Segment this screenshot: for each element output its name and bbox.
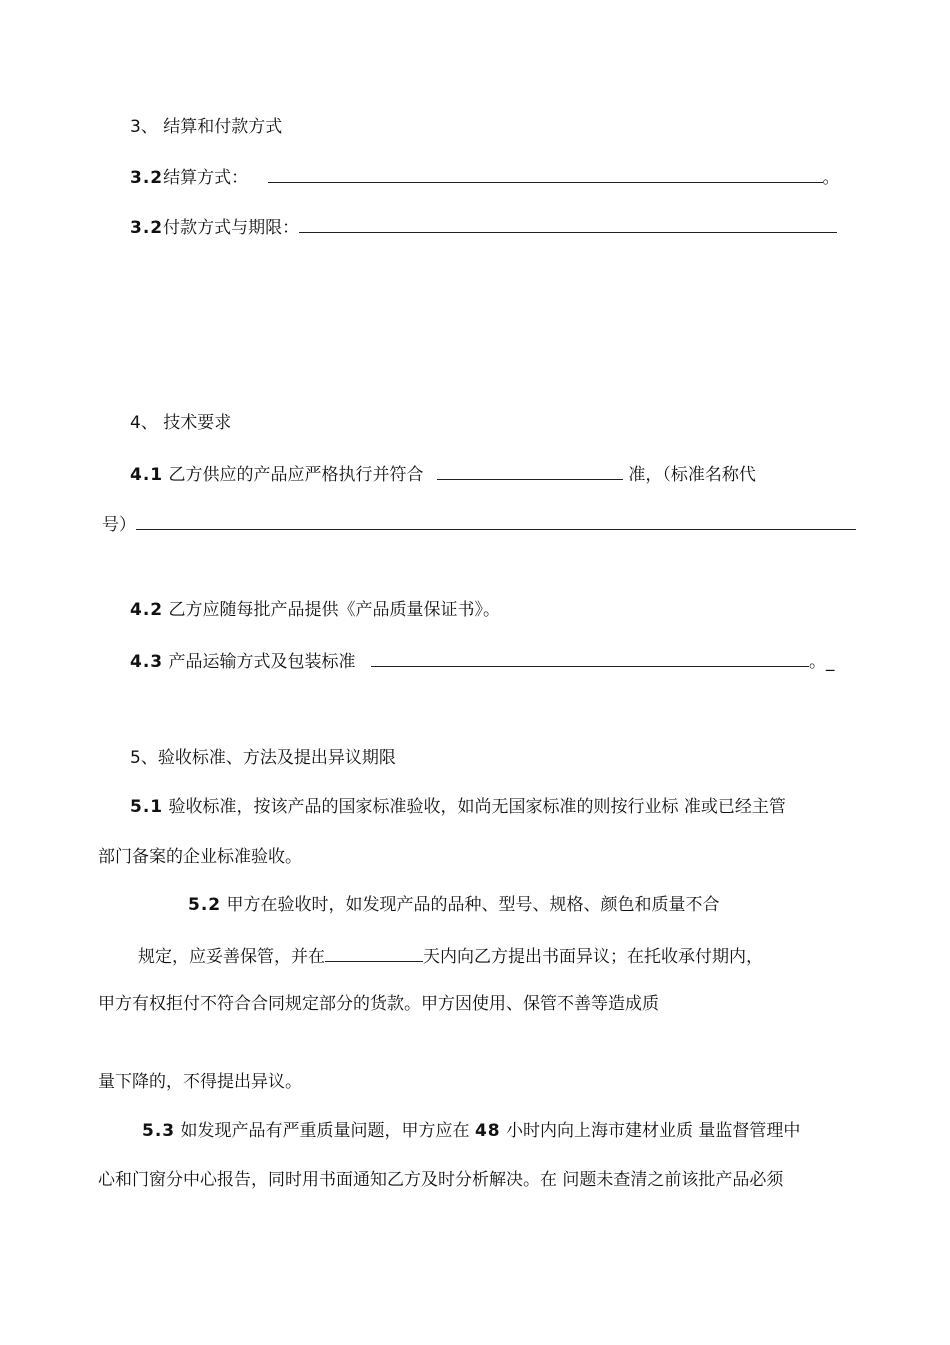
- item-5-2-line2: [138, 944, 763, 966]
- item-4-3-line: [130, 649, 834, 671]
- item-4-3-text: 产品运输方式及包装标准: [168, 652, 356, 672]
- item-4-1-line1: [130, 462, 756, 484]
- section-5-heading: 5、验收标准、方法及提出异议期限: [130, 748, 396, 768]
- standard-code-blank[interactable]: [136, 512, 856, 530]
- item-5-2-number: 5.2: [188, 895, 222, 915]
- item-4-3-end: 。_: [808, 652, 835, 672]
- item-5-1-line2: 部门备案的企业标准验收。: [98, 847, 302, 867]
- settlement-number: 3.2: [130, 168, 164, 188]
- item-5-3-line2: 心和门窗分中心报告，同时用书面通知乙方及时分析解决。在 问题未查清之前该批产品必须: [98, 1170, 784, 1190]
- item-5-1-number: 5.1: [130, 797, 164, 817]
- item-5-2-before: 规定，应妥善保管，并在: [138, 947, 325, 967]
- item-4-1-number: 4.1: [130, 465, 164, 485]
- item-5-2-line1: [188, 894, 720, 916]
- item-4-2-number: 4.2: [130, 600, 164, 620]
- payment-line: [130, 215, 837, 237]
- item-4-1-line2-label: 号）: [102, 515, 136, 535]
- settlement-blank[interactable]: [268, 165, 823, 183]
- section-4-heading: 4、 技术要求: [130, 413, 232, 433]
- standard-blank[interactable]: [437, 462, 623, 480]
- days-blank[interactable]: [325, 944, 423, 962]
- item-5-2-text: 甲方在验收时，如发现产品的品种、型号、规格、颜色和质量不合: [226, 895, 720, 915]
- settlement-end: 。: [822, 168, 840, 188]
- item-4-2-line: [130, 599, 500, 621]
- item-4-1-line2: [102, 512, 856, 534]
- item-4-2-text: 乙方应随每批产品提供《产品质量保证书》。: [168, 600, 501, 620]
- item-5-2-line4: 量下降的，不得提出异议。: [98, 1072, 302, 1092]
- item-5-1-text: 验收标准，按该产品的国家标准验收，如尚无国家标准的则按行业标 准或已经主管: [168, 797, 786, 817]
- settlement-label: 结算方式：: [163, 168, 249, 188]
- payment-label: 付款方式与期限：: [163, 218, 300, 238]
- item-5-3-line1: [142, 1120, 800, 1142]
- item-5-3-hours: 48: [474, 1121, 501, 1141]
- item-5-1-line1: [130, 796, 786, 818]
- payment-blank[interactable]: [299, 215, 837, 233]
- item-5-2-after: 天内向乙方提出书面异议；在托收承付期内，: [423, 947, 763, 967]
- transport-blank[interactable]: [371, 649, 809, 667]
- item-4-3-number: 4.3: [130, 652, 164, 672]
- settlement-line: [130, 165, 840, 187]
- item-5-3-number: 5.3: [142, 1121, 176, 1141]
- item-5-3-before: 如发现产品有严重质量问题，甲方应在: [180, 1121, 475, 1141]
- section-3-heading: 3、 结算和付款方式: [130, 117, 283, 137]
- item-5-2-line3: 甲方有权拒付不符合合同规定部分的货款。甲方因使用、保管不善等造成质: [98, 994, 659, 1014]
- item-4-1-text: 乙方供应的产品应严格执行并符合: [168, 465, 424, 485]
- payment-number: 3.2: [130, 218, 164, 238]
- item-5-3-after: 小时内向上海市建材业质 量监督管理中: [500, 1121, 801, 1141]
- item-4-1-after: 准，（标准名称代: [622, 465, 756, 485]
